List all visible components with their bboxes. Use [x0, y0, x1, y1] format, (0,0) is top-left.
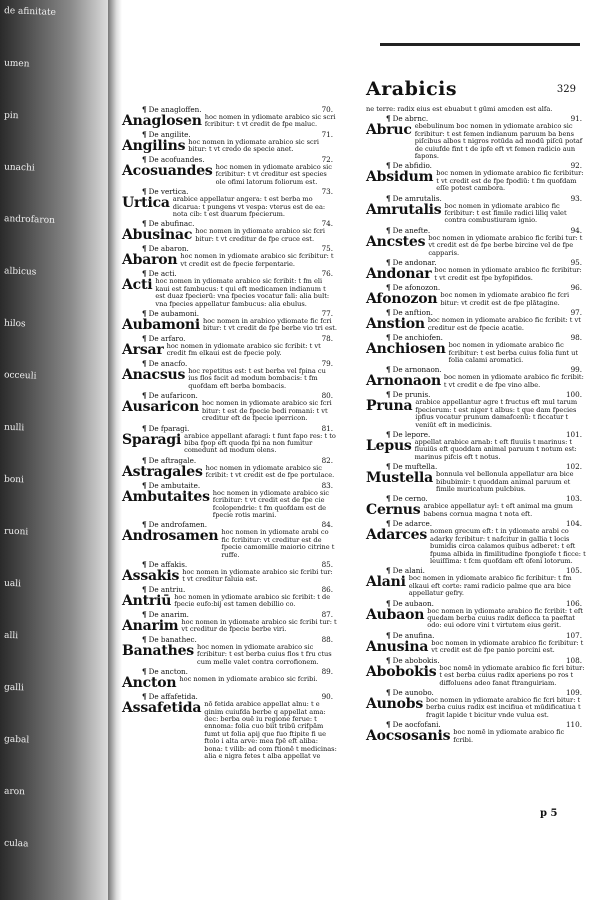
- dictionary-entry: [366, 334, 586, 364]
- headword: Anchiosen: [366, 341, 446, 358]
- entry-number: 77.: [321, 309, 333, 319]
- caption-text: De fparagi.: [148, 423, 190, 433]
- caption-text: De banathec.: [148, 634, 197, 644]
- pilcrow-icon: ¶: [142, 155, 147, 164]
- headword: Astragales: [122, 463, 203, 480]
- pilcrow-icon: ¶: [142, 219, 147, 229]
- dictionary-entry: [122, 392, 337, 422]
- definition-text: hoc nomen in ydiomate arabico sic fcribi tur: t vt creditur faluia est.: [182, 567, 333, 584]
- entry-number: 71.: [321, 130, 333, 139]
- headword: Abaron: [122, 252, 178, 269]
- definition-text: nomen grecum eft: t in ydiomate arabi co adarky fcribitur: t nafcitur in gallia t locis bumidis circa calamos quibus adberet: t eft fpuma albida in fimilitudine fpongiofe t ficce: t leuiſſima: t fcm quofdam eft ofeni lotorum.: [430, 527, 586, 565]
- dictionary-entry: [366, 284, 586, 307]
- dictionary-entry: [122, 561, 337, 584]
- entry-number: 110.: [565, 720, 582, 730]
- headword: Androsamen: [122, 528, 219, 545]
- left-page-fragment: pin: [3, 110, 19, 122]
- caption-text: De arnonaon.: [392, 365, 442, 375]
- definition-text: hoc nomen in ydiomate arabico sic fcribit: t vt credit fm elkaui est de fpecie poly.: [166, 342, 321, 358]
- caption-text: De andonar.: [392, 258, 437, 268]
- caption-text: De affafetida.: [148, 692, 198, 702]
- pilcrow-icon: ¶: [142, 269, 147, 279]
- dictionary-entry: [366, 391, 586, 429]
- caption-text: De anftion.: [392, 308, 433, 318]
- dictionary-entry: [366, 259, 586, 282]
- definition-text: boc nomē in ydiomate arabico fic fcribi.: [453, 728, 565, 744]
- dictionary-entry: [122, 611, 337, 634]
- dictionary-entry: [122, 360, 337, 390]
- caption-text: De arfaro.: [148, 334, 186, 344]
- dictionary-entry: [122, 220, 337, 243]
- dictionary-entry: [366, 632, 586, 655]
- pilcrow-icon: ¶: [142, 584, 147, 594]
- pilcrow-icon: ¶: [386, 365, 391, 375]
- left-page-fragment: culaa: [3, 838, 29, 850]
- running-head: [366, 78, 576, 104]
- definition-text: boc nomen in ydiomate arabico fic fcribitur: t vt credit est de fpe fpodiū: t fm quofdam eſſe potest cambora.: [436, 169, 584, 193]
- left-page-fragment: galli: [3, 682, 24, 694]
- definition-text: boc nomen in ydiomate arabico fic fcribit: t vt credit e de fpe vino albe.: [443, 373, 584, 389]
- pilcrow-icon: ¶: [386, 258, 391, 268]
- pilcrow-icon: ¶: [386, 519, 391, 529]
- definition-text: arabice appellatur angera: t est berba mo dicarua: t pungens vt vespa: vterus est de ea: nota cib: t est duarum fpecierum.: [172, 195, 326, 219]
- entry-number: 109.: [565, 688, 582, 698]
- left-page-fragment: umen: [3, 58, 30, 70]
- dictionary-entry: [122, 188, 337, 218]
- pilcrow-icon: ¶: [386, 462, 391, 472]
- signature-mark: p 5: [540, 808, 558, 819]
- left-page-fragment: aron: [3, 786, 26, 798]
- dictionary-entry: [122, 668, 337, 691]
- definition-text: arabice appellant afaragi: t funt fapo res: t to biba fpop eft quoda fpi na non fumitur comedunt ad modum olens.: [184, 431, 336, 455]
- definition-text: boc nomen in ydiomate arabico fic fcribi tur: t vt credit est de fpe berbe bircine vel de fpe capparis.: [428, 233, 583, 257]
- headword: Mustella: [366, 470, 434, 487]
- dictionary-entry: [122, 270, 337, 308]
- entry-number: 105.: [565, 566, 582, 576]
- headword: Assafetida: [122, 700, 202, 717]
- headword: Aubaon: [366, 606, 425, 623]
- caption-text: De cerno.: [392, 494, 428, 504]
- caption-text: De anefte.: [392, 225, 431, 235]
- caption-text: De aubamoni.: [148, 309, 200, 319]
- definition-text: hoc nomen in ydiomate arabico sic fcribitur: t vt credit est de fpecie ferpentarie.: [180, 252, 334, 268]
- definition-text: appellat arabice arnab: t eft fluuiis t marinus: t fluuiūs eft quoddam animal paruum t notum est: marinus pifcis eft t notus.: [414, 437, 577, 461]
- dictionary-entry: [122, 310, 337, 333]
- pilcrow-icon: ¶: [386, 688, 391, 698]
- headword: Abruc: [366, 122, 412, 139]
- pilcrow-icon: ¶: [142, 609, 147, 619]
- entry-number: 74.: [321, 219, 333, 229]
- running-head-word: Arabicis: [366, 78, 458, 100]
- entry-number: 83.: [321, 480, 333, 490]
- dictionary-entry: [366, 657, 586, 687]
- caption-text: De lepore.: [392, 429, 431, 439]
- caption-text: De afonozon.: [392, 283, 441, 293]
- caption-text: De anarim.: [148, 609, 189, 619]
- entry-number: 92.: [570, 161, 582, 171]
- definition-text: boc nomen in ydiomate arabico fic fcribitur: t vt credit est fpe byfopifidos.: [434, 266, 582, 282]
- definition-text: arabice appellantur agre t fructus eft mul tarum fpecierum: t est niger t albus: t que dam fpecies ipfius vocatur prunum damafcenū: t ficcatur t veniūt eft in medicinis.: [415, 398, 578, 429]
- headword: Ancstes: [366, 233, 426, 250]
- caption-text: De ancton.: [148, 667, 188, 677]
- pilcrow-icon: ¶: [142, 359, 147, 369]
- dictionary-entry: [122, 693, 337, 760]
- definition-text: hoc nomen in ydiomate arabico sic fcribi tur: t vt creditur de fpecie berbe viri.: [181, 617, 337, 634]
- caption-text: De aufaricon.: [148, 391, 198, 401]
- headword: Abusinac: [122, 227, 193, 244]
- pilcrow-icon: ¶: [386, 566, 391, 576]
- pilcrow-icon: ¶: [142, 480, 147, 490]
- entry-number: 86.: [321, 584, 333, 594]
- pilcrow-icon: ¶: [386, 114, 391, 124]
- pilcrow-icon: ¶: [386, 333, 391, 343]
- pilcrow-icon: ¶: [386, 225, 391, 235]
- headword: Aocsosanis: [366, 728, 451, 745]
- entry-number: 80.: [321, 391, 333, 401]
- entry-number: 81.: [321, 423, 333, 433]
- pilcrow-icon: ¶: [142, 187, 147, 197]
- pilcrow-icon: ¶: [142, 105, 147, 114]
- headword: Pruna: [366, 398, 413, 415]
- definition-text: boc nomen in ydiomate arabico fic fcribitur: t est fimile radici liliq valet contra combustiuram ignio.: [444, 201, 567, 225]
- headword: Afonozon: [366, 291, 438, 308]
- definition-text: ebebulinum boc nomen in ydiomate arabico sic fcribitur: t est femen indianum paruum ba bens piſcibus albos t nigros rotūda ad modū piſcū potaf de cuiufde fint t de ipfe eft vt femen radicio aun fapons.: [414, 122, 583, 161]
- pilcrow-icon: ¶: [386, 161, 391, 171]
- headword: Anaglosen: [122, 113, 202, 129]
- left-page-fragment: nulli: [3, 422, 25, 434]
- caption-text: De adarce.: [392, 519, 433, 529]
- definition-text: nō fetida arabice appellat alnu: t e ginim cuiufda berbe q appellat ama: dec: berba ouē iu regione ferue: t ennoma: folia cuo biit tribū crifpām fumt ut folia apij que fuo ftipite fi ue ftolo i alta arve: mea fpē eft aliba: bona: t vilib: ad com ftionē t medicinas: alia e nigra fetes t alba appellat ve: [204, 700, 337, 761]
- entry-number: 72.: [321, 155, 333, 164]
- dictionary-entry: [366, 115, 586, 160]
- entry-number: 97.: [570, 308, 582, 318]
- entry-number: 73.: [321, 187, 333, 197]
- caption-text: De abaron.: [148, 244, 189, 254]
- dictionary-entry: [366, 721, 586, 744]
- caption-text: De aunobo.: [392, 688, 434, 698]
- pilcrow-icon: ¶: [386, 630, 391, 640]
- pilcrow-icon: ¶: [142, 520, 147, 530]
- headword: Assakis: [122, 567, 180, 584]
- left-page-fragment: uali: [3, 578, 22, 590]
- headword: Andonar: [366, 266, 432, 283]
- headword: Anarim: [122, 617, 179, 634]
- entry-number: 85.: [321, 559, 333, 569]
- headword: Angilins: [122, 138, 186, 154]
- entry-number: 89.: [321, 667, 333, 677]
- entry-number: 95.: [570, 258, 582, 268]
- entry-number: 84.: [321, 520, 333, 530]
- left-page-fragment: albicus: [3, 266, 37, 278]
- headword: Arsar: [122, 342, 164, 359]
- definition-text: hoc nomen in ydiomate arabico sic fcri bitur: t est de fpecie bedi romani: t vt creditur eft de fpecie iperricon.: [201, 399, 332, 423]
- left-page-fragment: occeuli: [3, 370, 37, 382]
- left-page-fragment: androfaron: [3, 214, 56, 226]
- headword: Urtica: [122, 195, 170, 212]
- definition-text: hoc nomen in ydiomate arabico sic scri fcribitur: t vt credit de fpe maluc.: [204, 113, 336, 129]
- caption-text: De abufinac.: [148, 219, 195, 229]
- dictionary-entry: [122, 636, 337, 666]
- caption-text: De affakis.: [148, 559, 188, 569]
- pilcrow-icon: ¶: [386, 390, 391, 400]
- definition-text: boc nomen in ydiomate arabico fic fcribitur: t est berba cuius folia funt ut folia calami aromatici.: [448, 341, 578, 364]
- dictionary-entry: [366, 463, 586, 493]
- dictionary-entry: [366, 106, 586, 113]
- entry-number: 88.: [321, 634, 333, 644]
- entry-number: 90.: [321, 692, 333, 702]
- entry-number: 82.: [321, 455, 333, 465]
- dictionary-entry: [366, 689, 586, 719]
- definition-text: hoc nomen in ydiomate arabico sic fcribit: t vt credit est de fpe portulace.: [205, 463, 335, 480]
- dictionary-entry: [366, 195, 586, 225]
- headword: Amrutalis: [366, 201, 442, 218]
- caption-text: De aftragale.: [148, 455, 197, 465]
- headword: Ausaricon: [122, 399, 199, 416]
- dictionary-entry: [366, 366, 586, 389]
- headword: Alani: [366, 574, 406, 591]
- entry-number: 101.: [565, 429, 582, 439]
- headword: Anstion: [366, 316, 425, 333]
- caption-text: De abobokis.: [392, 655, 440, 665]
- definition-text: boc nomen in ydiomate arabico fic fcribit: t eft quedam berba cuius radix deficca ta paeftat odo: eui odore vini t virtutem eius gerit.: [427, 606, 583, 630]
- definition-text: hoc nomen in ydiomate arabico sic fcribitur: t vt creditur est species ole ofimi latorum foliorum est.: [215, 163, 332, 186]
- dictionary-entry: [366, 162, 586, 192]
- definition-text: hoc nomen in ydiomate arabico sic fcribit: t de fpecie eufo:bij est tamen debillio co.: [174, 592, 331, 609]
- entry-number: 91.: [570, 114, 582, 124]
- pilcrow-icon: ¶: [386, 283, 391, 293]
- headword: Cernus: [366, 502, 421, 519]
- caption-text: De prunis.: [392, 390, 431, 400]
- definition-text: boc nomen in ydiomate arabico fic fcri bitur: t berba cuius radix est incifiua et mūdificatiua t fragit lapide t bicitur vnde vulua est.: [426, 696, 581, 719]
- left-page-fragment: hilos: [3, 318, 26, 330]
- definition-text: boc nomē in ydiomate arabico fic fcri bitur: t est berba cuius radix aperiens po ros t diffoluens adeo fanat ftranguiriam.: [439, 663, 585, 687]
- caption-text: De acti.: [148, 269, 177, 279]
- entry-number: 104.: [565, 519, 582, 529]
- headword: Acti: [122, 277, 153, 294]
- entry-number: 99.: [570, 365, 582, 375]
- headword: Lepus: [366, 437, 412, 454]
- entry-number: 87.: [321, 609, 333, 619]
- definition-text: hoc nomen in ydiomate arabico sic fcribi.: [179, 675, 318, 684]
- dictionary-entry: [366, 567, 586, 597]
- caption-text: De antriu.: [148, 584, 186, 594]
- dictionary-entry: [122, 586, 337, 609]
- pilcrow-icon: ¶: [142, 391, 147, 401]
- caption-text: De androfamen.: [148, 520, 208, 530]
- caption-text: De alani.: [392, 566, 425, 576]
- headword: Anacsus: [122, 367, 186, 384]
- pilcrow-icon: ¶: [142, 423, 147, 433]
- definition-text: ne terre: radix eius est ebuabut t gūmi amcden est alfa.: [366, 105, 553, 113]
- top-rule: [380, 43, 580, 46]
- entry-number: 102.: [565, 462, 582, 472]
- entry-number: 79.: [321, 359, 333, 369]
- headword: Sparagi: [122, 431, 182, 448]
- definition-text: boc nomen in ydiomate arabico fic fcribitur: t vt credit est de fpe panio porcini est.: [431, 638, 584, 655]
- dictionary-entry: [122, 425, 337, 455]
- headword: Banathes: [122, 642, 194, 659]
- dictionary-entry: [122, 106, 337, 129]
- pilcrow-icon: ¶: [386, 308, 391, 318]
- definition-text: hoc nomen in ydiomate arabico sic fcribitur: t vt credit est de fpe cie fcolopendrie: t fm quofdam est de fpecie rotis marini.: [212, 488, 330, 519]
- pilcrow-icon: ¶: [142, 455, 147, 465]
- entry-number: 98.: [570, 333, 582, 343]
- pilcrow-icon: ¶: [386, 598, 391, 608]
- headword: Aunobs: [366, 696, 424, 713]
- entry-number: 94.: [570, 225, 582, 235]
- dictionary-entry: [366, 520, 586, 565]
- pilcrow-icon: ¶: [386, 720, 391, 730]
- dictionary-entry: [122, 482, 337, 520]
- dictionary-entry: [122, 131, 337, 154]
- dictionary-entry: [366, 495, 586, 518]
- entry-number: 103.: [565, 494, 582, 504]
- left-page-fragment: de afinitate: [3, 6, 57, 18]
- caption-text: De anacfo.: [148, 359, 188, 369]
- entry-number: 108.: [565, 655, 582, 665]
- pilcrow-icon: ¶: [142, 667, 147, 677]
- entry-number: 96.: [570, 283, 582, 293]
- headword: Anusina: [366, 638, 429, 655]
- dictionary-entry: [366, 600, 586, 630]
- caption-text: De vertica.: [148, 187, 189, 197]
- caption-text: De abrnc.: [392, 114, 429, 124]
- definition-text: hoc repetitus est: t est berba vel fpina cu ius flos facit ad modum bombacis: t fm quofdam eft berba bombacis.: [188, 367, 326, 390]
- caption-text: De acofuandes.: [148, 155, 205, 164]
- caption-text: De muftella.: [392, 462, 438, 472]
- pilcrow-icon: ¶: [142, 244, 147, 254]
- headword: Antriū: [122, 592, 172, 609]
- definition-text: hoc nomen in ydiomate arabico sic scri bitur: t vt credo de specie anet.: [188, 138, 319, 154]
- entry-number: 100.: [565, 390, 582, 400]
- dictionary-entry: [122, 156, 337, 186]
- caption-text: De anchiofen.: [392, 333, 443, 343]
- left-column: [122, 106, 337, 762]
- dictionary-entry: [366, 431, 586, 461]
- caption-text: De ambutaite.: [148, 480, 201, 490]
- definition-text: boc nomen in ydiomate arabico fic fcribitur: t fm elkaui eft corte: rami radicio palme que ara bice appellatur gefry.: [408, 574, 572, 598]
- dictionary-entry: [366, 227, 586, 257]
- definition-text: hoc nomen in ydiomate arabico sic fcribit: t fm eli kaui est fambucus: t qui eft medicamen indianum t est duaz fpecierū: vna fpecies vocatur fali: alia bult: vna fpecies appellatur fambucus: alia ebulus.: [155, 277, 330, 308]
- left-page-edge: [0, 0, 118, 900]
- dictionary-entry: [366, 309, 586, 332]
- pilcrow-icon: ¶: [142, 130, 147, 139]
- dictionary-entry: [122, 335, 337, 358]
- book-gutter: [108, 0, 122, 900]
- definition-text: boc nomen in ydiomate arabico fic fcribit: t vt creditur est de fpecie acatie.: [427, 316, 581, 332]
- definition-text: hoc nomen in ydiomate arabico sic fcribitur: t est berba cuius flos t fru ctus cum melle valet contra corrofionem.: [197, 642, 332, 666]
- definition-text: boc nomen in ydiomate arabico fic fcri bitur: vt credit est de fpe plātagine.: [440, 291, 570, 307]
- entry-number: 93.: [570, 193, 582, 203]
- pilcrow-icon: ¶: [142, 634, 147, 644]
- definition-text: hoc nomen in arabico ydiomate fic fcri bitur: t vt credit de fpe berbe vio tri est.: [202, 317, 337, 333]
- caption-text: De anufina.: [392, 630, 435, 640]
- caption-text: De abfidio.: [392, 161, 432, 171]
- headword: Arnonaon: [366, 373, 441, 390]
- right-column: [366, 106, 586, 746]
- entry-number: 76.: [321, 269, 333, 279]
- headword: Abobokis: [366, 663, 437, 680]
- headword: Acosuandes: [122, 163, 213, 179]
- caption-text: De angilite.: [148, 130, 191, 139]
- pilcrow-icon: ¶: [142, 559, 147, 569]
- left-page-fragment: ruoni: [3, 526, 29, 538]
- caption-text: De amrutalis.: [392, 193, 442, 203]
- pilcrow-icon: ¶: [142, 309, 147, 319]
- left-page-fragment: alli: [3, 630, 19, 642]
- entry-number: 75.: [321, 244, 333, 254]
- headword: Absidum: [366, 169, 434, 186]
- pilcrow-icon: ¶: [386, 429, 391, 439]
- headword: Adarces: [366, 527, 428, 544]
- headword: Ambutaites: [122, 488, 210, 505]
- caption-text: De aocfofani.: [392, 720, 441, 730]
- headword: Aubamoni: [122, 317, 200, 334]
- pilcrow-icon: ¶: [142, 334, 147, 344]
- dictionary-entry: [122, 521, 337, 559]
- caption-text: De aubaon.: [392, 598, 434, 608]
- headword: Ancton: [122, 675, 177, 692]
- pilcrow-icon: ¶: [386, 494, 391, 504]
- entry-number: 70.: [321, 105, 333, 114]
- dictionary-entry: [122, 245, 337, 268]
- definition-text: arabice appellatur ayl: t eft animal ma gnum babens cornua magna t nota eft.: [423, 502, 573, 518]
- pilcrow-icon: ¶: [386, 193, 391, 203]
- caption-text: De anagloffen.: [148, 105, 202, 114]
- definition-text: hoc nomen in ydiomate arabico sic fcri bitur: t vt creditur de fpe cruce est.: [195, 227, 326, 243]
- left-page-fragment: boni: [3, 474, 25, 486]
- entry-number: 106.: [565, 598, 582, 608]
- definition-text: hoc nomen in ydiomate arabi co fic fcribitur: vt creditur est de fpecie camomille maiorio citrine t ruffe.: [221, 528, 335, 559]
- entry-number: 107.: [565, 630, 582, 640]
- dictionary-entry: [122, 457, 337, 480]
- definition-text: bonnula vel bellonula appellatur ara bice bibubimir: t quoddam animal paruum et fimile muricatum pulcbius.: [436, 470, 574, 493]
- page-number: 329: [556, 84, 576, 95]
- pilcrow-icon: ¶: [142, 692, 147, 702]
- pilcrow-icon: ¶: [386, 655, 391, 665]
- entry-number: 78.: [321, 334, 333, 344]
- left-page-fragment: gabal: [3, 734, 30, 746]
- left-page-fragment: unachi: [3, 162, 35, 174]
